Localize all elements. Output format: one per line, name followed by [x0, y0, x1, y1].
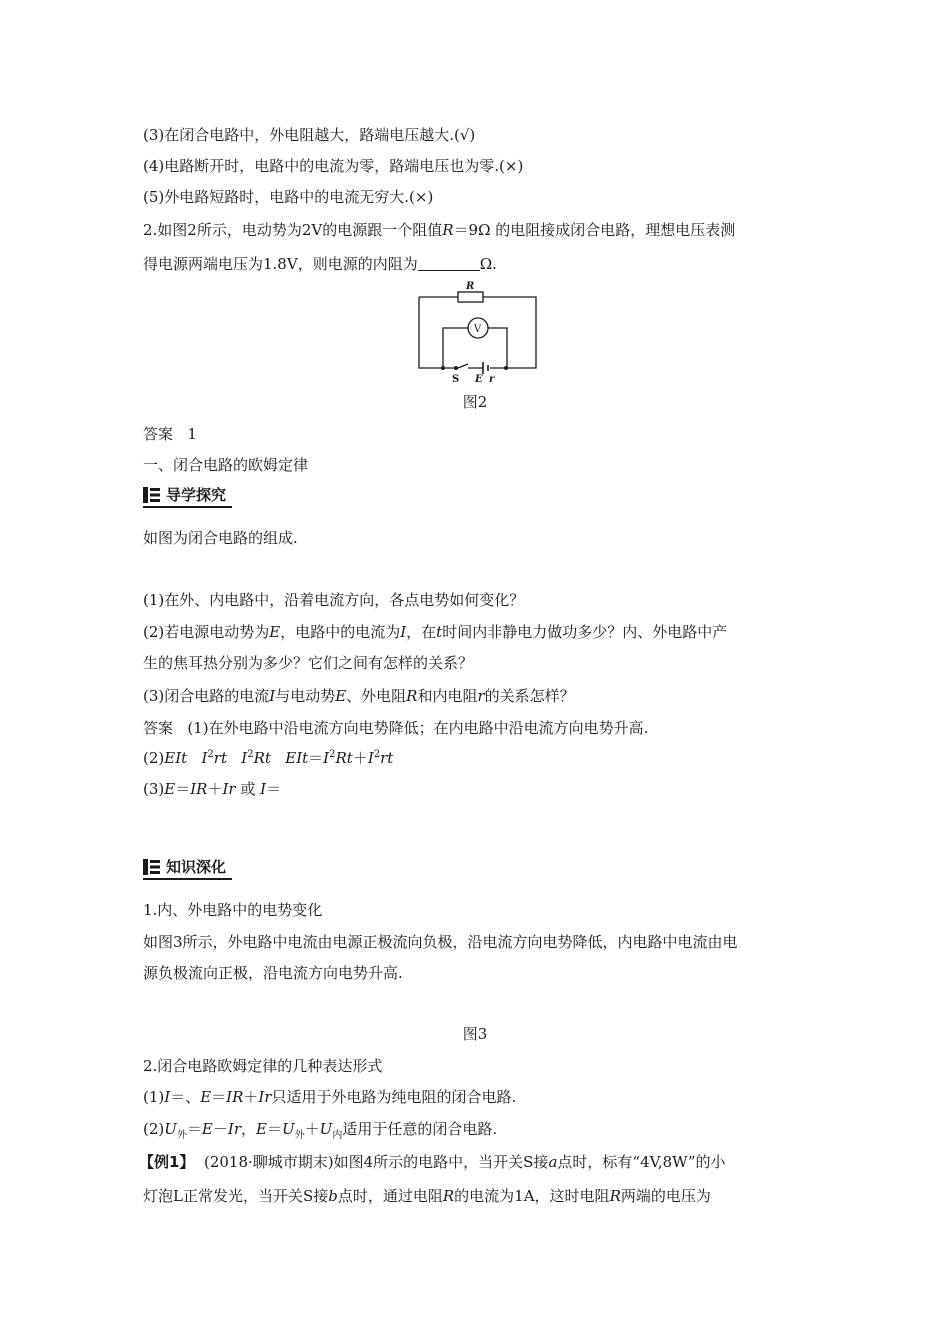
deep-title-2: 2.闭合电路欧姆定律的几种表达形式 [143, 1057, 383, 1075]
resistor-icon [458, 292, 483, 302]
example-1-line1: 【例1】 (2018·聊城市期末)如图4所示的电路中，当开关S接a点时，标有“4V,8W”的小 [139, 1153, 726, 1171]
label-R: R [466, 281, 475, 292]
label-V: V [474, 324, 482, 335]
statement-4: (4)电路断开时，电路中的电流为零，路端电压也为零.(×) [143, 157, 524, 175]
section-title: 导学探究 [166, 486, 227, 504]
answer-blank[interactable] [418, 256, 480, 271]
section-header-deepen [143, 856, 232, 880]
section-title: 知识深化 [166, 858, 227, 876]
section-icon [143, 487, 160, 503]
answer-2-line1: 答案 (1)在外电路中沿电流方向电势降低；在内电路中沿电流方向电势升高. [143, 719, 649, 737]
section-header-guided [143, 484, 232, 508]
answer-2-line3: (3)E＝IR＋Ir 或 I＝ [143, 780, 282, 798]
example-1-line2: 灯泡L正常发光，当开关S接b点时，通过电阻R的电流为1A，这时电阻R两端的电压为 [143, 1187, 711, 1205]
statement-5: (5)外电路短路时，电路中的电流无穷大.(×) [143, 188, 434, 206]
deep-text-2b: $(2)U_外=E-Ir$，$E=U_外+U_内$适用于任意的闭合电路. [143, 1120, 498, 1141]
prompt-3: (3)闭合电路的电流I与电动势E、外电阻R和内电阻r的关系怎样？ [143, 687, 575, 705]
question-2-line2: 得电源两端电压为1.8V，则电源的内阻为 Ω. [143, 255, 497, 273]
intro-text: 如图为闭合电路的组成. [143, 529, 298, 547]
circuit-figure-2 [410, 280, 546, 384]
deep-text-1b: 源负极流向正极，沿电流方向电势升高. [143, 964, 403, 982]
heading-1: 一、闭合电路的欧姆定律 [143, 456, 309, 474]
answer-1: 答案 1 [143, 425, 197, 443]
prompt-2: (2)若电源电动势为E，电路中的电流为I，在t时间内非静电力做功多少？内、外电路中产 [143, 623, 728, 641]
statement-3: (3)在闭合电路中，外电阻越大，路端电压越大.(√) [143, 126, 476, 144]
figure-3-caption: 图3 [462, 1025, 488, 1043]
label-E: E [475, 374, 483, 384]
section-icon [143, 859, 160, 875]
label-S: S [452, 374, 460, 384]
deep-text-1a: 如图3所示，外电路中电流由电源正极流向负极，沿电流方向电势降低，内电路中电流由电 [143, 933, 738, 951]
figure-2-caption: 图2 [462, 393, 488, 411]
question-2-line1: 2.如图2所示，电动势为2V的电源跟一个阻值R＝9Ω 的电阻接成闭合电路，理想电压表测 [143, 221, 736, 239]
deep-text-2a: (1)I＝、E＝IR＋Ir只适用于外电路为纯电阻的闭合电路. [143, 1088, 517, 1106]
prompt-2-cont: 生的焦耳热分别为多少？它们之间有怎样的关系？ [143, 654, 474, 672]
answer-2-line2: (2)EIt $I^2rt$ $I^2Rt$ $EIt=I^2Rt+I^2rt$ [143, 749, 394, 767]
deep-title-1: 1.内、外电路中的电势变化 [143, 901, 323, 919]
switch-icon [458, 364, 468, 368]
label-r: r [489, 374, 495, 384]
battery-icon [483, 362, 488, 374]
prompt-1: (1)在外、内电路中，沿着电流方向，各点电势如何变化？ [143, 591, 525, 609]
